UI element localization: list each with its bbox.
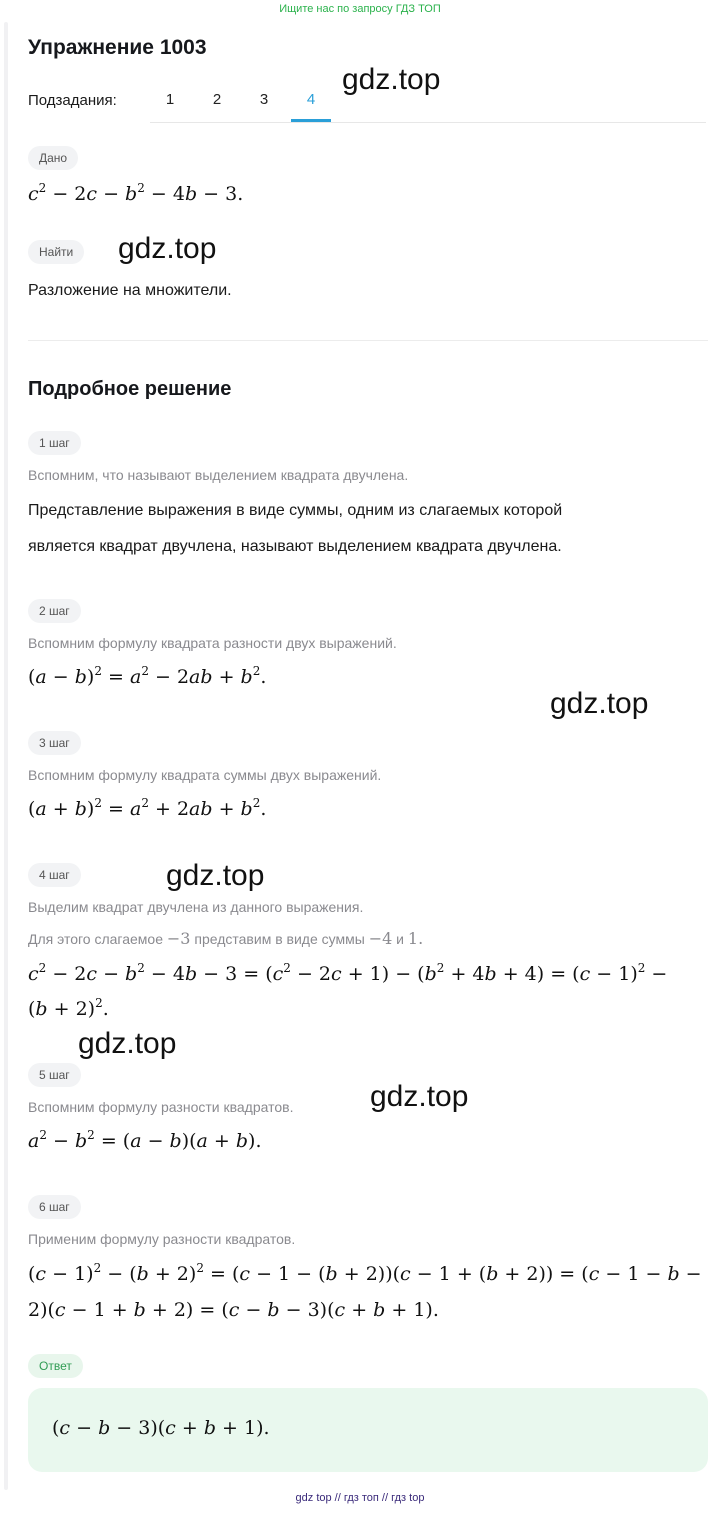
step-3-formula: $(a + b)^2 = a^2 + 2ab + b^2$. bbox=[28, 796, 267, 820]
watermark: gdz.top bbox=[342, 63, 441, 96]
watermark: gdz.top bbox=[118, 232, 217, 265]
step-4-number-c: 1. bbox=[407, 929, 424, 948]
active-tab-indicator bbox=[291, 119, 331, 122]
step-4-pill: 4 шаг bbox=[28, 863, 81, 887]
step-4-formula-line-2: $(b + 2)^2$. bbox=[28, 996, 109, 1020]
solution-title: Подробное решение bbox=[28, 378, 232, 400]
step-1-hint: Вспомним, что называют выделением квадрата двучлена. bbox=[28, 467, 409, 483]
tab-4[interactable]: 4 bbox=[306, 91, 316, 108]
step-1-pill: 1 шаг bbox=[28, 431, 81, 455]
step-6-pill: 6 шаг bbox=[28, 1195, 81, 1219]
step-3-pill: 3 шаг bbox=[28, 731, 81, 755]
find-text: Разложение на множители. bbox=[28, 282, 232, 299]
step-4-hint-2-part-c: и bbox=[392, 931, 408, 947]
step-2-pill: 2 шаг bbox=[28, 599, 81, 623]
tab-2[interactable]: 2 bbox=[212, 91, 222, 108]
step-4-number-b: −4 bbox=[368, 929, 393, 948]
tab-1[interactable]: 1 bbox=[165, 91, 175, 108]
subtasks-label: Подзадания: bbox=[28, 92, 117, 109]
step-1-text-line-2: является квадрат двучлена, называют выделением квадрата двучлена. bbox=[28, 538, 562, 555]
watermark: gdz.top bbox=[166, 859, 265, 892]
step-6-hint: Применим формулу разности квадратов. bbox=[28, 1231, 296, 1247]
top-banner[interactable]: Ищите нас по запросу ГДЗ ТОП bbox=[279, 3, 441, 15]
divider bbox=[28, 340, 708, 341]
step-1-text-line-1: Представление выражения в виде суммы, одним из слагаемых которой bbox=[28, 502, 563, 519]
step-5-pill: 5 шаг bbox=[28, 1063, 81, 1087]
step-5-formula: $a^2 - b^2 = (a - b)(a + b)$. bbox=[28, 1128, 262, 1152]
find-pill: Найти bbox=[28, 240, 84, 264]
step-6-formula-line-1: $(c - 1)^2 - (b + 2)^2 = (c - 1 - (b + 2))(c - 1 + (b + 2)) = (c - 1 - b$ − bbox=[28, 1261, 702, 1285]
watermark: gdz.top bbox=[78, 1027, 177, 1060]
watermark: gdz.top bbox=[550, 687, 649, 720]
step-4-hint-2 bbox=[28, 929, 423, 948]
step-4-number-a: −3 bbox=[166, 929, 191, 948]
step-4-formula-line-1: $c^2 - 2c - b^2 - 4b - 3 = (c^2 - 2c + 1) - (b^2 + 4b + 4) = (c - 1)^2$ − bbox=[28, 961, 668, 985]
page-title: Упражнение 1003 bbox=[28, 36, 207, 59]
step-4-hint: Выделим квадрат двучлена из данного выражения. bbox=[28, 899, 364, 915]
given-expression: $c^2 - 2c - b^2 - 4b - 3$. bbox=[28, 181, 244, 205]
tab-3[interactable]: 3 bbox=[259, 91, 269, 108]
answer-formula: (c − b − 3)(c + b + 1). bbox=[52, 1417, 270, 1439]
footer-links[interactable]: gdz top // гдз топ // гдз top bbox=[295, 1492, 425, 1504]
step-4-hint-2-part-b: представим в виде суммы bbox=[190, 931, 369, 947]
left-rule bbox=[4, 22, 8, 1490]
answer-pill: Ответ bbox=[28, 1354, 83, 1378]
step-5-hint: Вспомним формулу разности квадратов. bbox=[28, 1099, 294, 1115]
step-6-formula-line-2: 2)(c − 1 + b + 2) = (c − b − 3)(c + b + 1). bbox=[28, 1299, 439, 1321]
step-2-formula: $(a - b)^2 = a^2 - 2ab + b^2$. bbox=[28, 664, 267, 688]
answer-box bbox=[28, 1388, 708, 1472]
step-2-hint: Вспомним формулу квадрата разности двух выражений. bbox=[28, 635, 397, 651]
step-3-hint: Вспомним формулу квадрата суммы двух выражений. bbox=[28, 767, 382, 783]
given-pill: Дано bbox=[28, 146, 78, 170]
watermark: gdz.top bbox=[370, 1080, 469, 1113]
step-4-hint-2-part-a: Для этого слагаемое bbox=[28, 931, 167, 947]
